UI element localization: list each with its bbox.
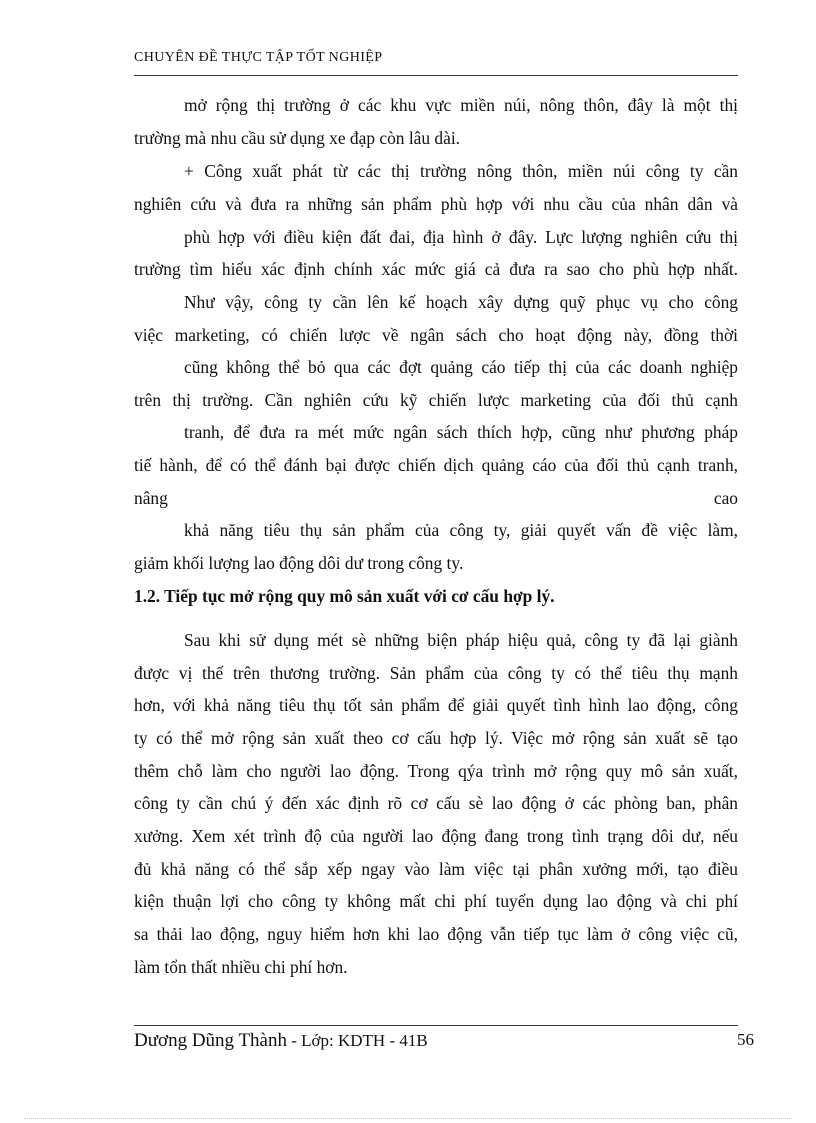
footer-author: Dương Dũng Thành bbox=[134, 1030, 287, 1051]
text-line: trường tìm hiểu xác định chính xác mức giá cả đưa ra sao cho phù hợp nhất. bbox=[134, 259, 738, 279]
text-line: tiế hành, để có thể đánh bại được chiến dịch quảng cáo của đối thủ cạnh tranh, bbox=[134, 455, 738, 475]
footer-rule bbox=[134, 1025, 738, 1026]
text-line: Sau khi sử dụng mét sè những biện pháp hiệu quả, công ty đã lại giành bbox=[184, 630, 738, 650]
text-line: cũng không thể bỏ qua các đợt quảng cáo tiếp thị của các doanh nghiệp bbox=[184, 357, 738, 377]
text-line: + Công xuất phát từ các thị trường nông thôn, miền núi công ty cần bbox=[184, 161, 738, 181]
text-line: làm tổn thất nhiều chi phí hơn. bbox=[134, 957, 348, 977]
text-line: ty có thể mở rộng sản xuất theo cơ cấu hợp lý. Việc mở rộng sản xuất sẽ tạo bbox=[134, 728, 738, 748]
header-rule bbox=[134, 75, 738, 76]
text-line: trên thị trường. Cần nghiên cứu kỹ chiến lược marketing của đối thủ cạnh bbox=[134, 390, 738, 410]
text-line: được vị thế trên thương trường. Sản phẩm của công ty có thể tiêu thụ mạnh bbox=[134, 663, 738, 683]
text-line: Như vậy, công ty cần lên kế hoạch xây dựng quỹ phục vụ cho công bbox=[184, 292, 738, 312]
text-line: hơn, với khả năng tiêu thụ tốt sản phẩm để giải quyết tình hình lao động, công bbox=[134, 695, 738, 715]
text-line: thêm chỗ làm cho người lao động. Trong qýa trình mở rộng quy mô sản xuất, bbox=[134, 761, 738, 781]
text-line: việc marketing, có chiến lược về ngân sách cho hoạt động này, đồng thời bbox=[134, 325, 738, 345]
document-header: CHUYÊN ĐỀ THỰC TẬP TỐT NGHIỆP bbox=[134, 50, 383, 65]
text-line: giảm khối lượng lao động dôi dư trong công ty. bbox=[134, 553, 464, 573]
text-line: đủ khả năng có thể sắp xếp ngay vào làm việc tại phân xưởng mới, tạo điều bbox=[134, 859, 738, 879]
footer-author-class bbox=[134, 1030, 428, 1052]
text-line: xưởng. Xem xét trình độ của người lao động đang trong tình trạng dôi dư, nếu bbox=[134, 826, 738, 846]
section-heading: 1.2. Tiếp tục mở rộng quy mô sản xuất với cơ cấu hợp lý. bbox=[134, 586, 555, 606]
text-line: nâng cao bbox=[134, 488, 738, 508]
footer-class: - Lớp: KDTH - 41B bbox=[286, 1031, 428, 1050]
text-line: phù hợp với điều kiện đất đai, địa hình ở đây. Lực lượng nghiên cứu thị bbox=[184, 227, 738, 247]
text-line: nghiên cứu và đưa ra những sản phẩm phù hợp với nhu cầu của nhân dân và bbox=[134, 194, 738, 214]
text-line: kiện thuận lợi cho công ty không mất chi phí tuyển dụng lao động và chi phí bbox=[134, 891, 738, 911]
page-number: 56 bbox=[737, 1030, 754, 1049]
text-line: khả năng tiêu thụ sản phẩm của công ty, giải quyết vấn đề việc làm, bbox=[184, 520, 738, 540]
text-line: trường mà nhu cầu sử dụng xe đạp còn lâu dài. bbox=[134, 128, 461, 148]
page-bottom-dotted-border bbox=[24, 1118, 792, 1119]
text-line: mở rộng thị trường ở các khu vực miền núi, nông thôn, đây là một thị bbox=[184, 95, 738, 115]
text-line: công ty cần chú ý đến xác định rõ cơ cấu sè lao động ở các phòng ban, phân bbox=[134, 793, 738, 813]
text-line: sa thải lao động, nguy hiểm hơn khi lao động vẫn tiếp tục làm ở công việc cũ, bbox=[134, 924, 738, 944]
text-line: tranh, để đưa ra mét mức ngân sách thích hợp, cũng như phương pháp bbox=[184, 422, 738, 442]
